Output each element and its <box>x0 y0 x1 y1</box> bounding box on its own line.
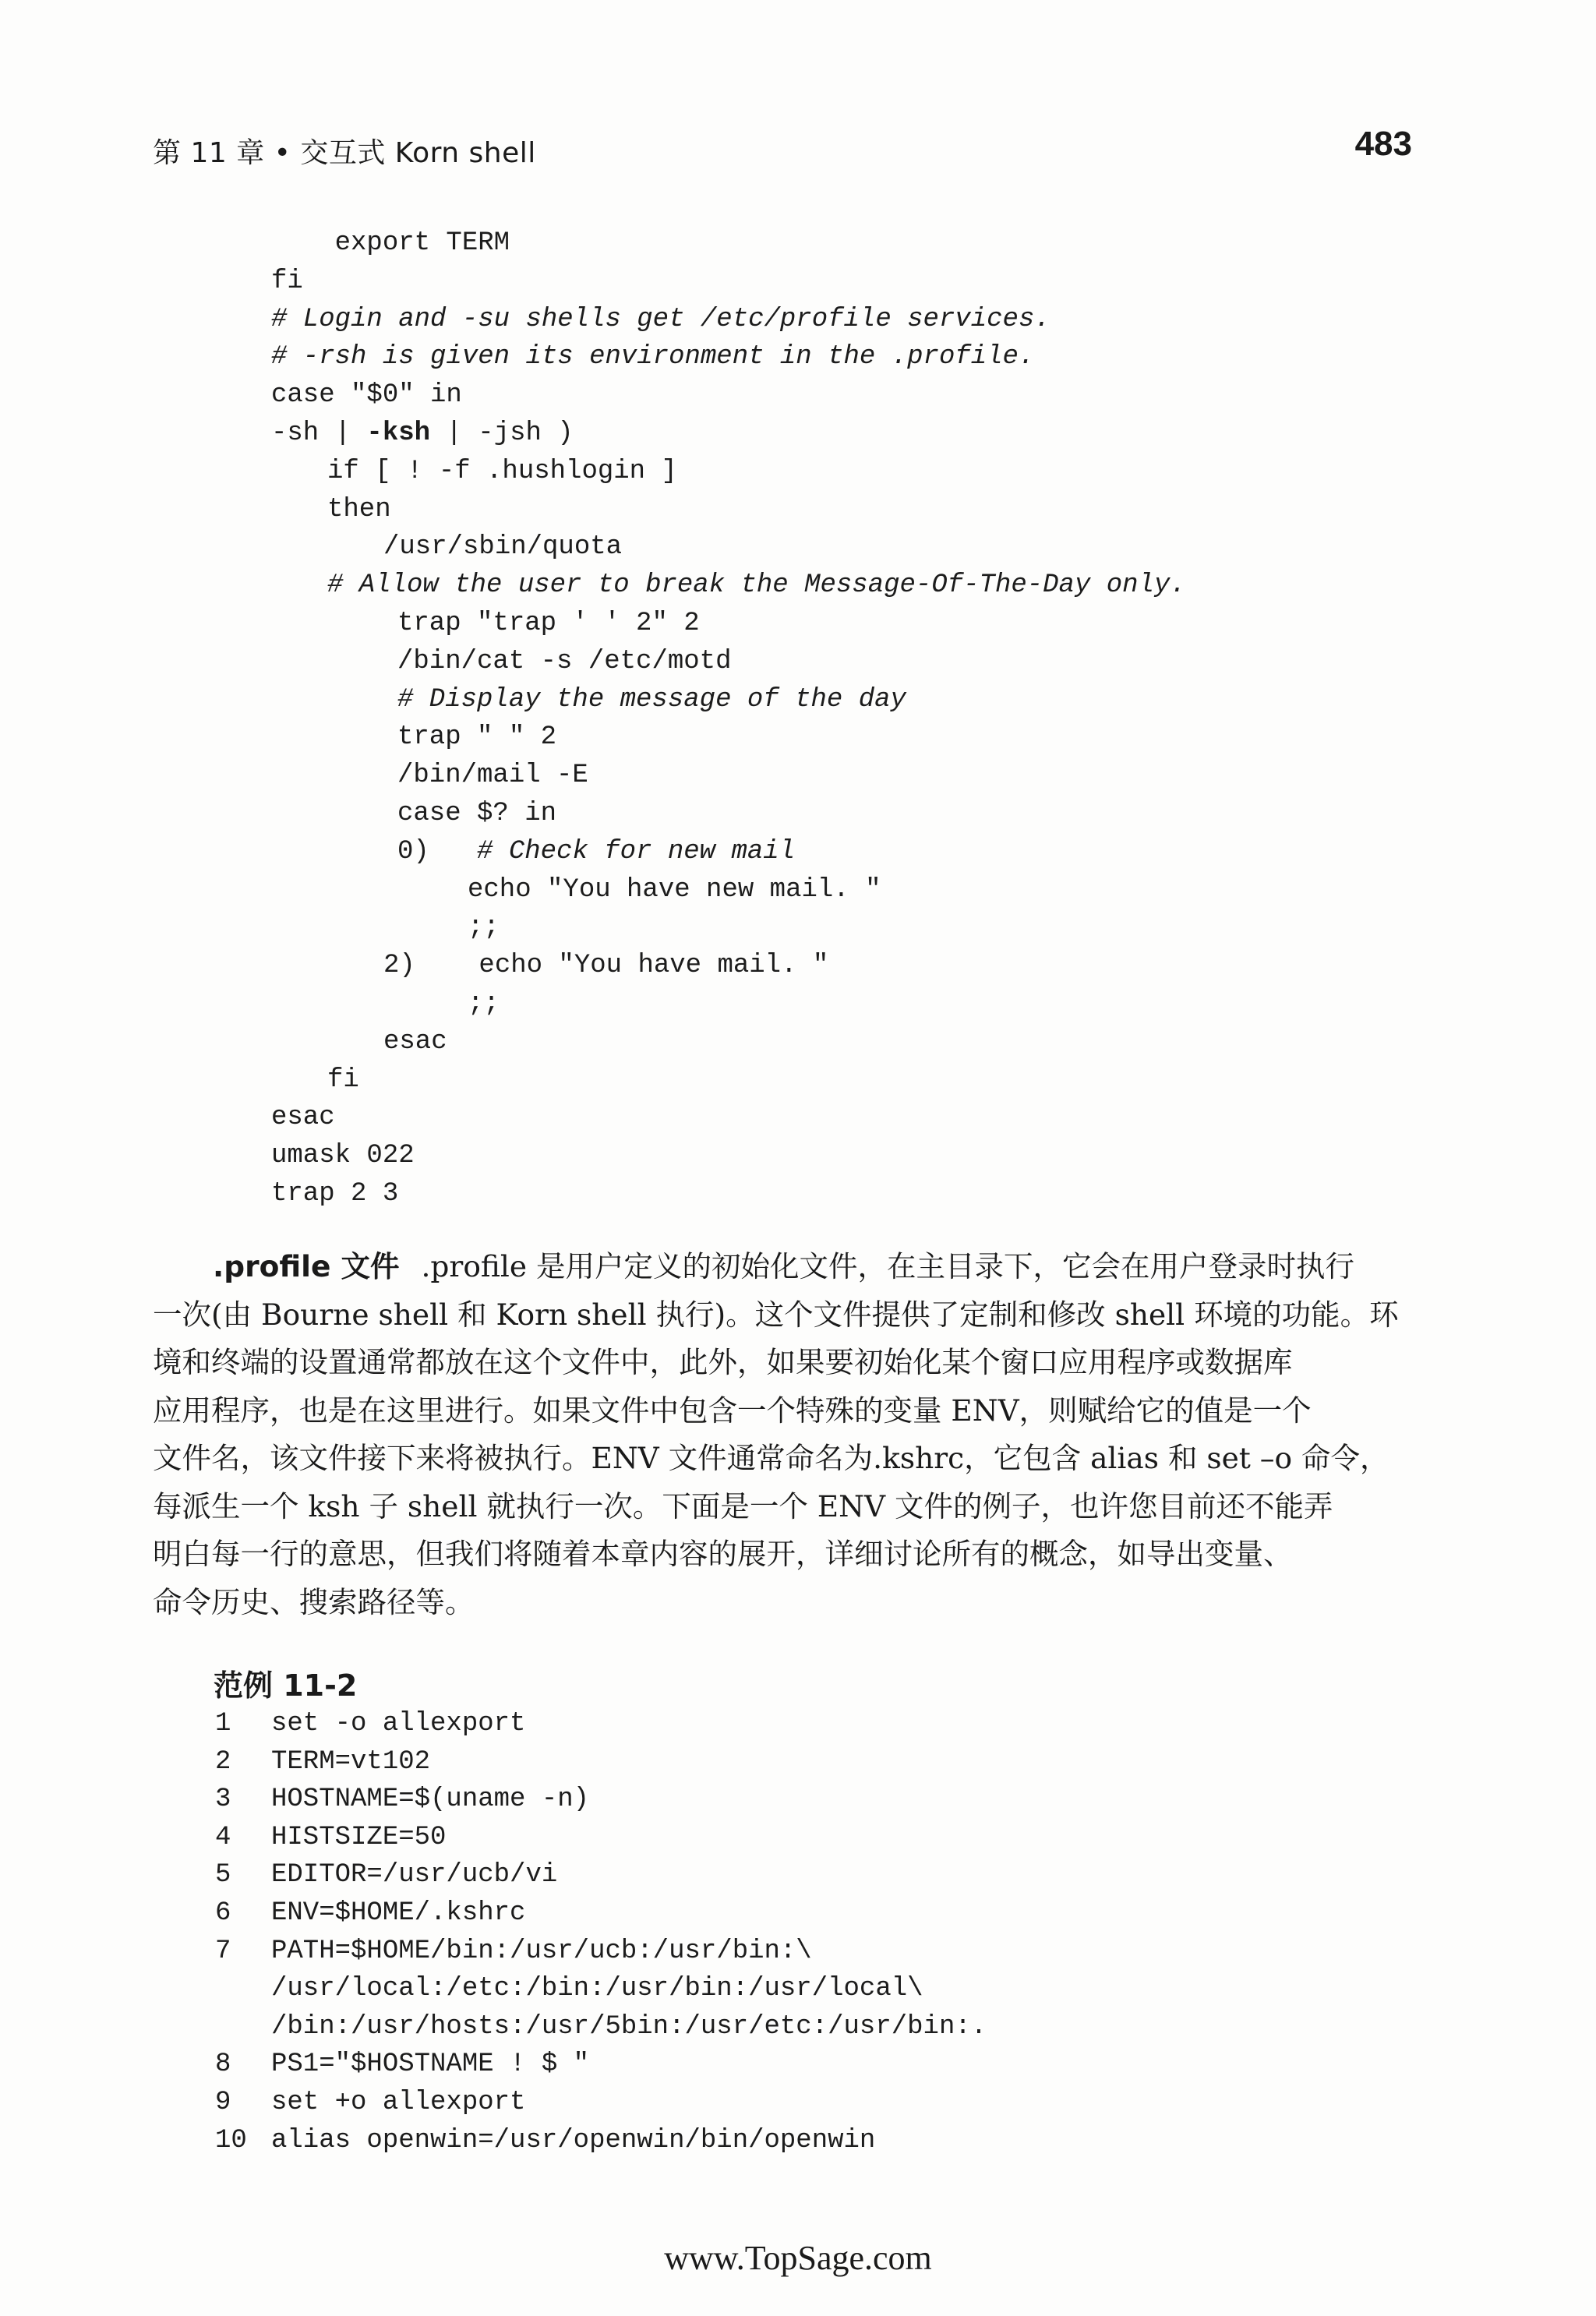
code-line <box>397 833 795 870</box>
code-line: ;; <box>468 913 500 943</box>
code-text: HOSTNAME=$(uname -n) <box>271 1785 590 1815</box>
code-text: PS1="$HOSTNAME ! $ " <box>271 2049 590 2080</box>
code-line: /bin/mail -E <box>397 761 588 791</box>
code-line: then <box>327 494 391 524</box>
code-line: case "$0" in <box>271 380 462 411</box>
paragraph-line: 命令历史、搜索路径等。 <box>153 1584 475 1619</box>
example-code-line <box>215 1705 525 1742</box>
page-number: 483 <box>1354 125 1412 163</box>
paragraph-line: 每派生一个 ksh 子 shell 就执行一次。下面是一个 ENV 文件的例子，也许您目前还不能弄 <box>153 1488 1333 1523</box>
code-comment: # Check for new mail <box>477 836 796 867</box>
code-line: /usr/sbin/quota <box>383 532 623 563</box>
paragraph-text: .profile 是用户定义的初始化文件，在主目录下，它会在用户登录时执行 <box>421 1249 1355 1283</box>
code-line: 2) echo "You have mail. " <box>383 951 829 981</box>
example-code-line <box>215 2046 589 2083</box>
code-text-bold: -ksh <box>366 418 431 448</box>
code-line: # Login and -su shells get /etc/profile services. <box>271 304 1050 334</box>
code-text: /usr/local:/etc:/bin:/usr/bin:/usr/local\ <box>271 1974 923 2004</box>
example-code-line <box>215 1743 430 1781</box>
code-line: trap 2 3 <box>271 1179 399 1209</box>
running-header: 第 11 章 • 交互式 Korn shell <box>153 137 536 169</box>
code-line: esac <box>383 1026 447 1057</box>
profile-paragraph <box>153 1243 1414 1626</box>
code-line: umask 022 <box>271 1141 415 1171</box>
code-text: HISTSIZE=50 <box>271 1822 447 1852</box>
code-listing-profile <box>271 224 1401 1209</box>
example-code-line <box>215 1856 557 1894</box>
line-number: 2 <box>215 1746 231 1777</box>
code-listing-env-example <box>215 1705 1345 2165</box>
code-line: # Allow the user to break the Message-Of-The-Day only. <box>327 570 1186 601</box>
code-line <box>271 415 574 452</box>
code-line: esac <box>271 1103 335 1133</box>
example-code-line <box>215 2122 875 2159</box>
code-line: ;; <box>468 989 500 1019</box>
line-number: 6 <box>215 1898 231 1928</box>
line-number: 5 <box>215 1860 231 1891</box>
code-line: export TERM <box>271 228 510 258</box>
code-text: PATH=$HOME/bin:/usr/ucb:/usr/bin:\ <box>271 1936 812 1966</box>
paragraph-line: 文件名，该文件接下来将被执行。ENV 文件通常命名为.kshrc，它包含 alias 和 set –o 命令， <box>153 1441 1389 1475</box>
code-line: fi <box>271 266 303 296</box>
example-code-line <box>215 1933 812 1970</box>
code-line: # Display the message of the day <box>397 684 906 715</box>
example-code-line <box>215 1894 525 1932</box>
example-code-line <box>215 1970 923 2007</box>
code-text: EDITOR=/usr/ucb/vi <box>271 1860 558 1891</box>
code-text: | -jsh ) <box>430 418 574 448</box>
paragraph-line: 一次(由 Bourne shell 和 Korn shell 执行)。这个文件提供了定制和修改 shell 环境的功能。环 <box>153 1297 1399 1332</box>
line-number: 10 <box>215 2125 247 2155</box>
code-line: fi <box>327 1064 359 1095</box>
code-text: set -o allexport <box>271 1709 526 1739</box>
line-number: 8 <box>215 2049 231 2080</box>
example-title: 范例 11-2 <box>214 1668 358 1703</box>
paragraph-line: 应用程序，也是在这里进行。如果文件中包含一个特殊的变量 ENV，则赋给它的值是一个 <box>153 1393 1312 1428</box>
line-number: 7 <box>215 1936 231 1966</box>
code-text: set +o allexport <box>271 2088 526 2117</box>
code-text: 0) <box>397 836 478 867</box>
code-line: trap " " 2 <box>397 722 557 753</box>
paragraph-line: 明白每一行的意思，但我们将随着本章内容的展开，详细讨论所有的概念，如导出变量、 <box>153 1537 1293 1571</box>
footer-url: www.TopSage.com <box>664 2239 932 2277</box>
code-line: trap "trap ' ' 2" 2 <box>397 609 700 638</box>
line-number: 9 <box>215 2088 231 2117</box>
code-line: # -rsh is given its environment in the .profile. <box>271 342 1035 372</box>
code-line: case $? in <box>397 799 557 828</box>
example-code-line <box>215 2084 525 2121</box>
code-line: echo "You have new mail. " <box>468 874 881 905</box>
line-number: 1 <box>215 1709 231 1739</box>
example-code-line <box>215 1781 589 1818</box>
code-text: /bin:/usr/hosts:/usr/5bin:/usr/etc:/usr/bin:. <box>271 2011 987 2042</box>
line-number: 3 <box>215 1785 231 1815</box>
code-text: ENV=$HOME/.kshrc <box>271 1898 526 1928</box>
code-text: alias openwin=/usr/openwin/bin/openwin <box>271 2125 876 2155</box>
code-text: TERM=vt102 <box>271 1746 431 1777</box>
code-line: if [ ! -f .hushlogin ] <box>327 456 677 486</box>
paragraph-line <box>153 1243 1414 1291</box>
code-text: -sh | <box>271 418 367 448</box>
example-code-line <box>215 1819 446 1856</box>
paragraph-heading: .profile 文件 <box>213 1249 400 1283</box>
line-number: 4 <box>215 1822 231 1852</box>
example-code-line <box>215 2008 987 2046</box>
paragraph-line: 境和终端的设置通常都放在这个文件中，此外，如果要初始化某个窗口应用程序或数据库 <box>153 1345 1293 1379</box>
code-line: /bin/cat -s /etc/motd <box>397 646 732 676</box>
